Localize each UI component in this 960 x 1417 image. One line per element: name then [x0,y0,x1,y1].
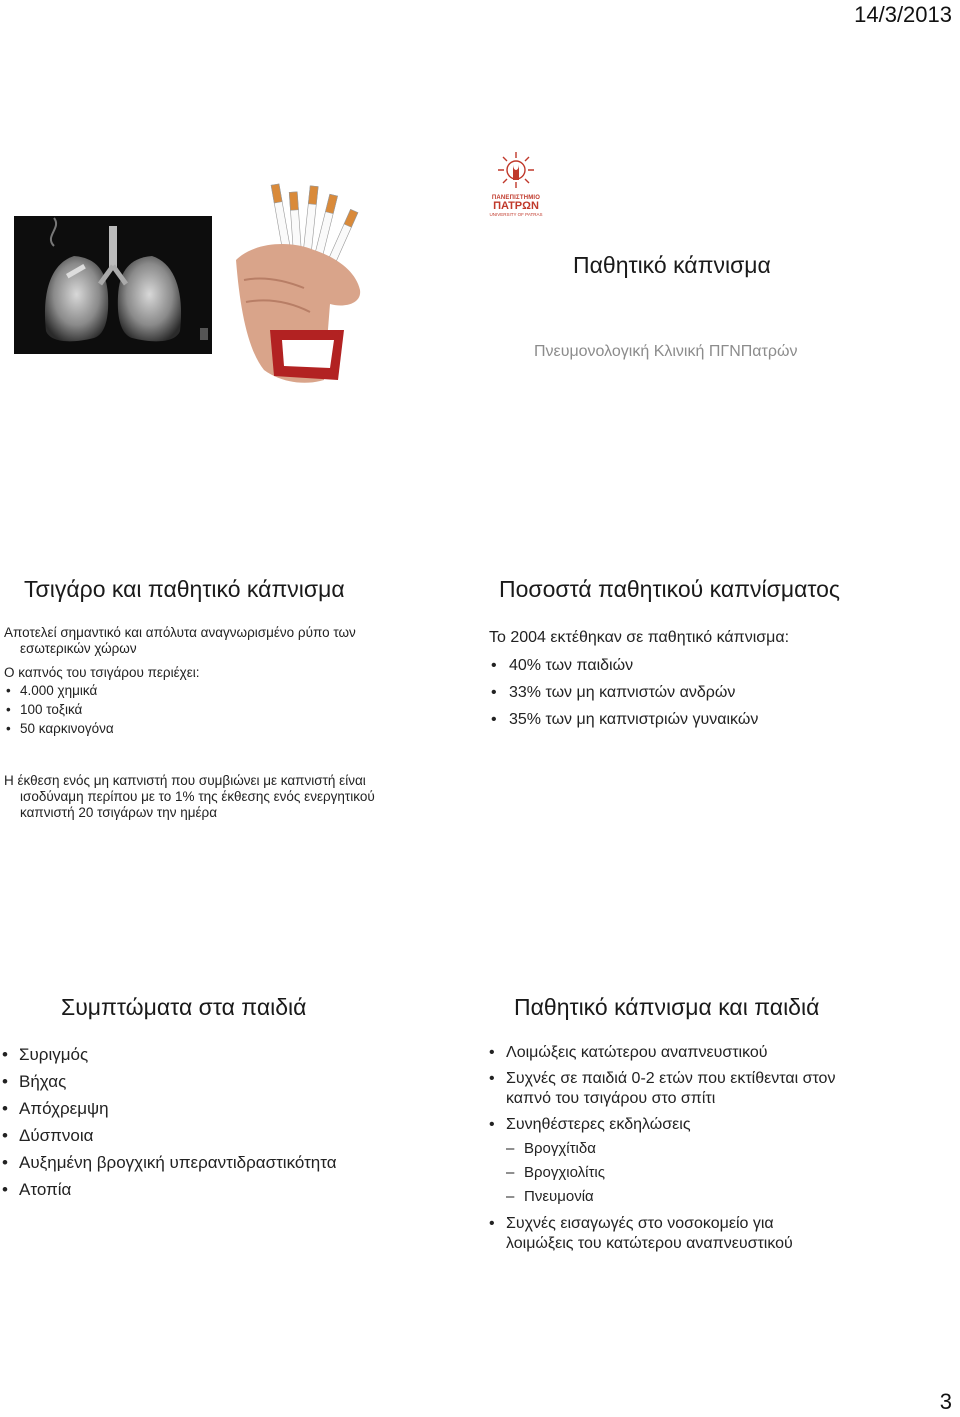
page-number: 3 [939,1389,952,1414]
slide-3-body [489,628,949,737]
list-item: • Βήχας [1,1072,461,1092]
slide-2-body [4,625,374,740]
slide-2 [0,570,480,830]
list-item: • 33% των μη καπνιστών ανδρών [489,683,949,702]
slide-4-body [1,1045,461,1207]
date-label: 14/3/2013 [854,2,952,27]
slide-4-bullet-list [1,1045,461,1200]
lungs-image [14,216,212,354]
slide-3-intro: Το 2004 εκτέθηκαν σε παθητικό κάπνισμα: [489,629,790,646]
list-item: • Ατοπία [1,1180,461,1200]
slide-1 [0,130,960,430]
list-item: • Συριγμός [1,1045,461,1065]
university-logo [484,150,548,220]
list-item: • Δύσπνοια [1,1126,461,1146]
slide-5-body [488,1043,838,1261]
slide-2-title: Τσιγάρο και παθητικό κάπνισμα [24,576,345,602]
list-item: • 50 καρκινογόνα [4,721,374,737]
list-item: • Λοιμώξεις κατώτερου αναπνευστικού [488,1043,838,1063]
slide-1-title: Παθητικό κάπνισμα [573,252,771,278]
slide-4-title: Συμπτώματα στα παιδιά [61,994,307,1020]
slide-1-subtitle: Πνευμονολογική Κλινική ΠΓΝΠατρών [534,343,798,360]
slide-3-title: Ποσοστά παθητικού καπνίσματος [499,576,841,602]
list-item: • Συνηθέστερες εκδηλώσεις [488,1115,838,1135]
university-seal-icon [496,150,536,190]
sub-list-item: – Βρογχιολίτις [488,1163,838,1183]
slide-3 [480,570,960,770]
list-item: • 4.000 χημικά [4,683,374,699]
slide-2-bullet-list [4,683,374,737]
sub-list-item: – Βρογχίτιδα [488,1139,838,1159]
list-item: • Συχνές σε παιδιά 0-2 ετών που εκτίθενται στον καπνό του τσιγάρου στο σπίτι [488,1069,838,1109]
slide-3-bullet-list [489,656,949,729]
slide-5-bullet-list [488,1043,838,1254]
logo-line-3: UNIVERSITY OF PATRAS [489,212,543,217]
list-item: • 40% των παιδιών [489,656,949,675]
list-item: • 100 τοξικά [4,702,374,718]
list-item: • Απόχρεμψη [1,1099,461,1119]
slide-5 [480,990,960,1260]
slide-2-exposure-note: Η έκθεση ενός μη καπνιστή που συμβιώνει με καπνιστή είναι ισοδύναμη περίπου με το 1% της έκθεσης ενός ενεργητικού καπνιστή 20 τσιγάρων την ημέρα [4,773,375,820]
logo-line-1: ΠΑΝΕΠΙΣΤΗΜΙΟ [491,195,541,201]
cigarettes-hand-image [234,180,374,390]
list-item: • Συχνές εισαγωγές στο νοσοκομείο για λοιμώξεις του κατώτερου αναπνευστικού [488,1214,838,1254]
list-item: • 35% των μη καπνιστριών γυναικών [489,710,949,729]
slide-4 [0,990,480,1240]
slide-2-paragraph-1: Αποτελεί σημαντικό και απόλυτα αναγνωρισμένο ρύπο των εσωτερικών χώρων [4,625,356,656]
list-item: • Αυξημένη βρογχική υπεραντιδραστικότητα [1,1153,461,1173]
sub-list-item: – Πνευμονία [488,1187,838,1207]
slide-2-paragraph-2: Ο καπνός του τσιγάρου περιέχει: [4,665,200,680]
slide-5-title: Παθητικό κάπνισμα και παιδιά [514,994,820,1020]
logo-line-2: ΠΑΤΡΩΝ [493,200,539,212]
